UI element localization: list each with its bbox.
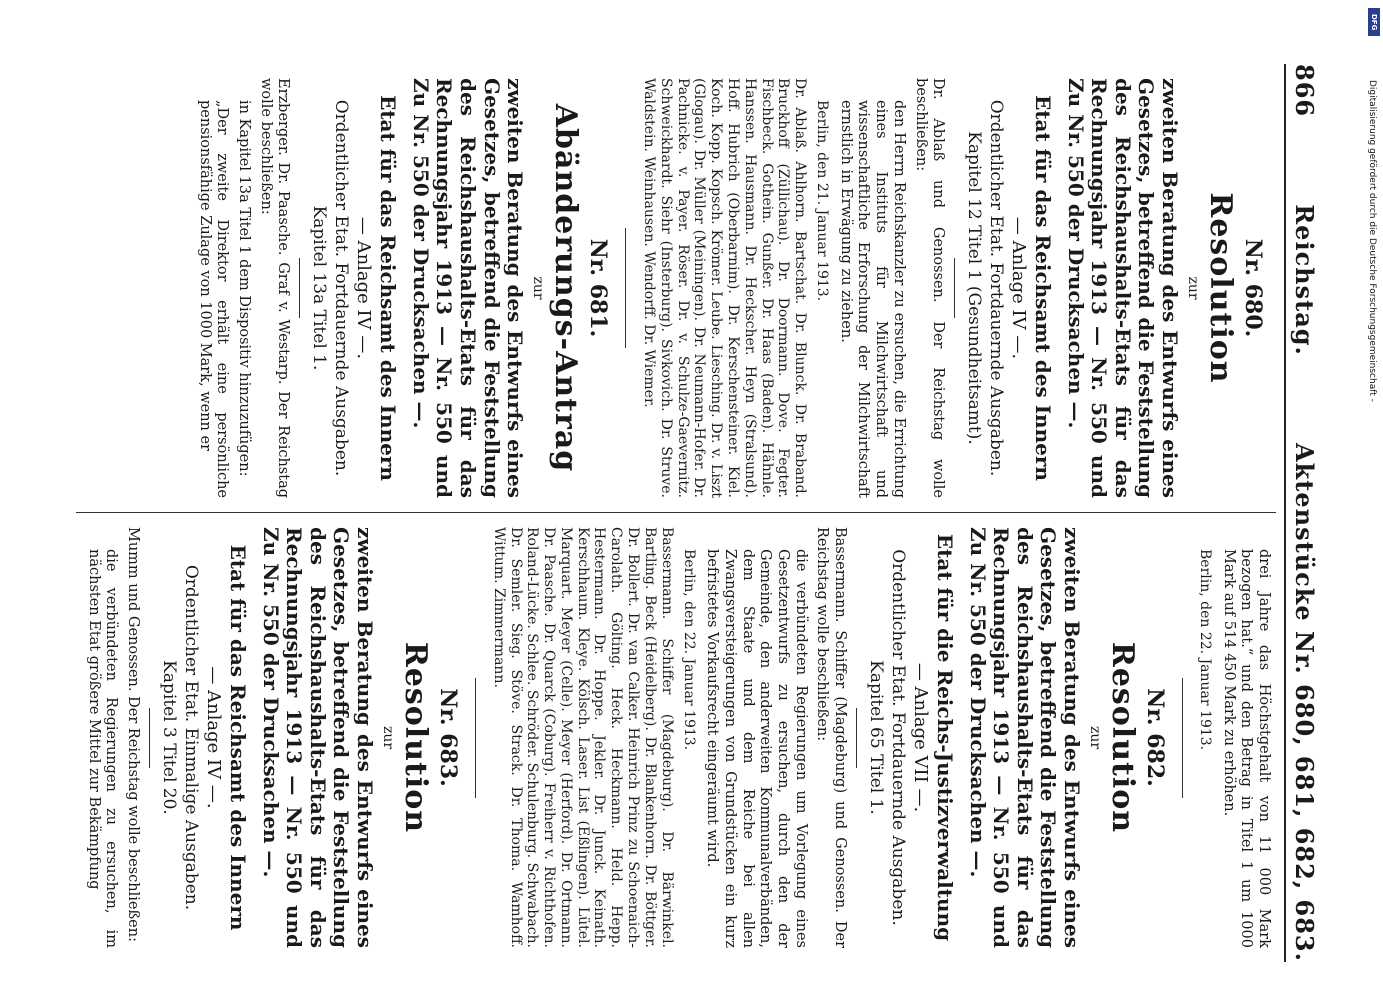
doc-681-etat: Etat für das Reichsamt des Innern [376, 95, 401, 481]
doc-683-etat: Etat für das Reichsamt des Innern [225, 544, 250, 931]
doc-681-title: Abänderungs-Antrag [548, 103, 584, 473]
doc-683-anlage: — Anlage IV —. [202, 666, 224, 809]
doc-683-number: Nr. 683. [434, 688, 461, 787]
doc-681-intro: Erzberger. Dr. Paasche. Graf v. Westarp. Der Reichstag wolle beschließen: [257, 78, 292, 498]
doc-681-body: in Kapitel 13a Titel 1 dem Dispositiv hinzuzufügen: [236, 100, 253, 477]
doc-680-heading: zweiten Beratung des Entwurfs eines Gesetzes, betreffend die Feststellung des Reichshaushalts-Etats für das Rechnungsjahr 1913 — Nr. 550 und Zu Nr. 550 der Drucksachen —. [1063, 78, 1182, 498]
doc-680-anlage: — Anlage IV —. [1008, 216, 1030, 360]
doc-682-heading: zweiten Beratung des Entwurfs eines Gesetzes, betreffend die Feststellung des Reichshaushalts-Etats für das Rechnungsjahr 1913 — Nr. 550 und Zu Nr. 550 der Drucksachen —. [965, 527, 1084, 948]
doc-680-date: Berlin, den 21. Januar 1913. [814, 100, 831, 302]
doc-683-intro: Mumm und Genossen. Der Reichstag wolle beschließen: [125, 527, 142, 942]
document-title: Aktenstücke Nr. 680, 681, 682, 683. [1290, 443, 1319, 962]
divider [856, 708, 857, 768]
text-columns [76, 64, 1276, 962]
divider [149, 708, 150, 768]
doc-681-heading: zweiten Beratung des Entwurfs eines Gesetzes, betreffend die Feststellung des Reichshaushalts-Etats für das Rechnungsjahr 1913 — Nr. 550 und Zu Nr. 550 der Drucksachen —. [408, 78, 528, 498]
doc-680-title: Resolution [1203, 192, 1238, 384]
doc-680-intro: Dr. Ablaß und Genossen. Der Reichstag wolle beschließen: [912, 78, 947, 498]
divider [625, 228, 626, 348]
doc-682-signatories: Bassermann. Schiffer (Magdeburg). Dr. Bärwinkel. Bartling. Beck (Heidelberg). Dr. Blankenhorn. Dr. Böttger. Dr. Bollert. Dr. van Calker. Heinrich Prinz zu Schoenaich-Carolath. Gölting. Heck. Heckmann. Held. Hepp. Hestermann. Dr. Hoppe. Jekler. Dr. Junck. Keinath. Kerschhaum. Kleye. Kölsch. Laser. List (Eßlingen). Lütel. Marquart. Meyer (Celle). Meyer (Herford). Dr. Ortmann. Dr. Paasche. Dr. Quarck (Coburg). Freiherr v. Richthofen. Roland-Lücke. Schlee. Schröder. Schulenburg. Schwabach. Dr. Semler. Sieg. Stöve. Strack. Dr. Thoma. Wamhoff. Wittum. Zimmermann. [490, 527, 675, 948]
doc-682-intro: Bassermann. Schiffer (Magdeburg) und Genossen. Der Reichstag wolle beschließen: [814, 527, 849, 948]
doc-683-subheading: Ordentlicher Etat. Einmalige Ausgaben. [180, 564, 201, 911]
doc-683-title: Resolution [397, 641, 433, 834]
doc-682-body: die verbündeten Regierungen um Vorlegung eines Gesetzentwurfs zu ersuchen, durch den der Gemeinde, den anderweiten Kommunalverbänden, dem Staate und dem Reiche bei allen Zwangsversteigerungen von Grundstücken ein kurz befristetes Vorkaufsrecht eingeräumt wird. [704, 549, 809, 948]
doc-683-zur: zur [379, 725, 396, 750]
doc-682-subheading: Ordentlicher Etat. Fortdauernde Ausgaben. [887, 549, 908, 926]
page-header [1284, 64, 1319, 962]
doc-681-zur: zur [530, 276, 547, 300]
digitization-credit [1365, 10, 1381, 990]
doc-682-kapitel: Kapitel 65 Titel 1. [865, 660, 886, 815]
doc-682-zur: zur [1086, 725, 1103, 750]
dfg-logo: DFG [1368, 8, 1380, 36]
digitization-credit-text: Digitalisierung gefördert durch die Deutsche Forschungsgemeinschaft - [1367, 80, 1377, 402]
doc-681-kapitel: Kapitel 13a Titel 1. [308, 205, 329, 371]
doc-680-kapitel: Kapitel 12 Titel 1 (Gesundheitsamt). [963, 131, 984, 445]
doc-681-date: Berlin, den 22. Januar 1913. [1196, 549, 1213, 751]
scanned-page [0, 4, 1335, 984]
doc-680-subheading: Ordentlicher Etat. Fortdauernde Ausgaben. [986, 99, 1007, 477]
page-number: 866 [1290, 64, 1319, 118]
doc-681-quote: „Der zweite Direktor erhält eine persönliche pensionsfähige Zulage von 1000 Mark, wenn er [196, 100, 231, 498]
divider [475, 678, 476, 798]
doc-681-number: Nr. 681. [585, 238, 612, 338]
right-column [76, 513, 1276, 962]
doc-682-etat: Etat für die Reichs-Justizverwaltung [932, 533, 957, 942]
doc-683-body: die verbündeten Regierungen zu ersuchen, im nächsten Etat größere Mittel zur Bekämpfung [85, 549, 120, 948]
doc-682-number: Nr. 682. [1141, 688, 1168, 787]
doc-681-continuation: drei Jahre das Höchstgehalt von 11 000 Mark bezogen hat.“ und den Betrag in Titel 1 um 1000 Mark auf 514 450 Mark zu erhöhen. [1220, 549, 1272, 948]
doc-682-title: Resolution [1104, 641, 1140, 834]
doc-682-anlage: — Anlage VII —. [909, 662, 931, 813]
doc-683-kapitel: Kapitel 3 Titel 20. [158, 660, 179, 815]
divider [1182, 678, 1183, 798]
section-label: Reichstag. [1290, 204, 1319, 356]
doc-680-zur: zur [1185, 276, 1201, 300]
doc-680-signatories: Dr. Ablaß. Ahlhorn. Bartschat. Dr. Blunck. Dr. Braband. Bruckhoff (Züllichau). Dr. Doormann. Dove. Fegter. Fischbeck. Gothein. Gunßer. Dr. Haas (Baden). Hähnle. Hanssen. Hausmann. Dr. Heckscher. Heyn (Stralsund). Hoff. Hubrich (Oberbarnim). Dr. Kerschensteiner. Kiel. Koch. Kopp. Kopsch. Krömer. Leube. Liesching. Dr. v. Liszt (Glogau). Dr. Müller (Meiningen). Dr. Neumann-Hofer. Dr. Pachnicke. v. Payer. Röser. Dr. v. Schulze-Gaevernitz. Schweickhardt. Siehr (Insterburg). Sivkovich. Dr. Struve. Waldstein. Weinhausen. Wendorff. Dr. Wiemer. [640, 78, 809, 498]
doc-681-anlage: — Anlage IV —. [353, 216, 375, 360]
doc-680-number: Nr. 680. [1240, 238, 1266, 338]
divider [954, 258, 955, 318]
doc-683-heading: zweiten Beratung des Entwurfs eines Gesetzes, betreffend die Feststellung des Reichshaushalts-Etats für das Rechnungsjahr 1913 — Nr. 550 und Zu Nr. 550 der Drucksachen —. [258, 527, 377, 948]
doc-682-date: Berlin, den 22. Januar 1913. [680, 549, 697, 751]
divider [299, 258, 300, 318]
doc-680-etat: Etat für das Reichsamt des Innern [1031, 95, 1056, 481]
doc-681-subheading: Ordentlicher Etat. Fortdauernde Ausgaben. [331, 99, 352, 477]
left-column [76, 64, 1276, 513]
doc-680-body: den Herrn Reichskanzler zu ersuchen, die Errichtung eines Instituts für Milchwirtschaft und wissenschaftliche Erforschung der Milchwirtschaft ernstlich in Erwägung zu ziehen. [837, 100, 907, 498]
